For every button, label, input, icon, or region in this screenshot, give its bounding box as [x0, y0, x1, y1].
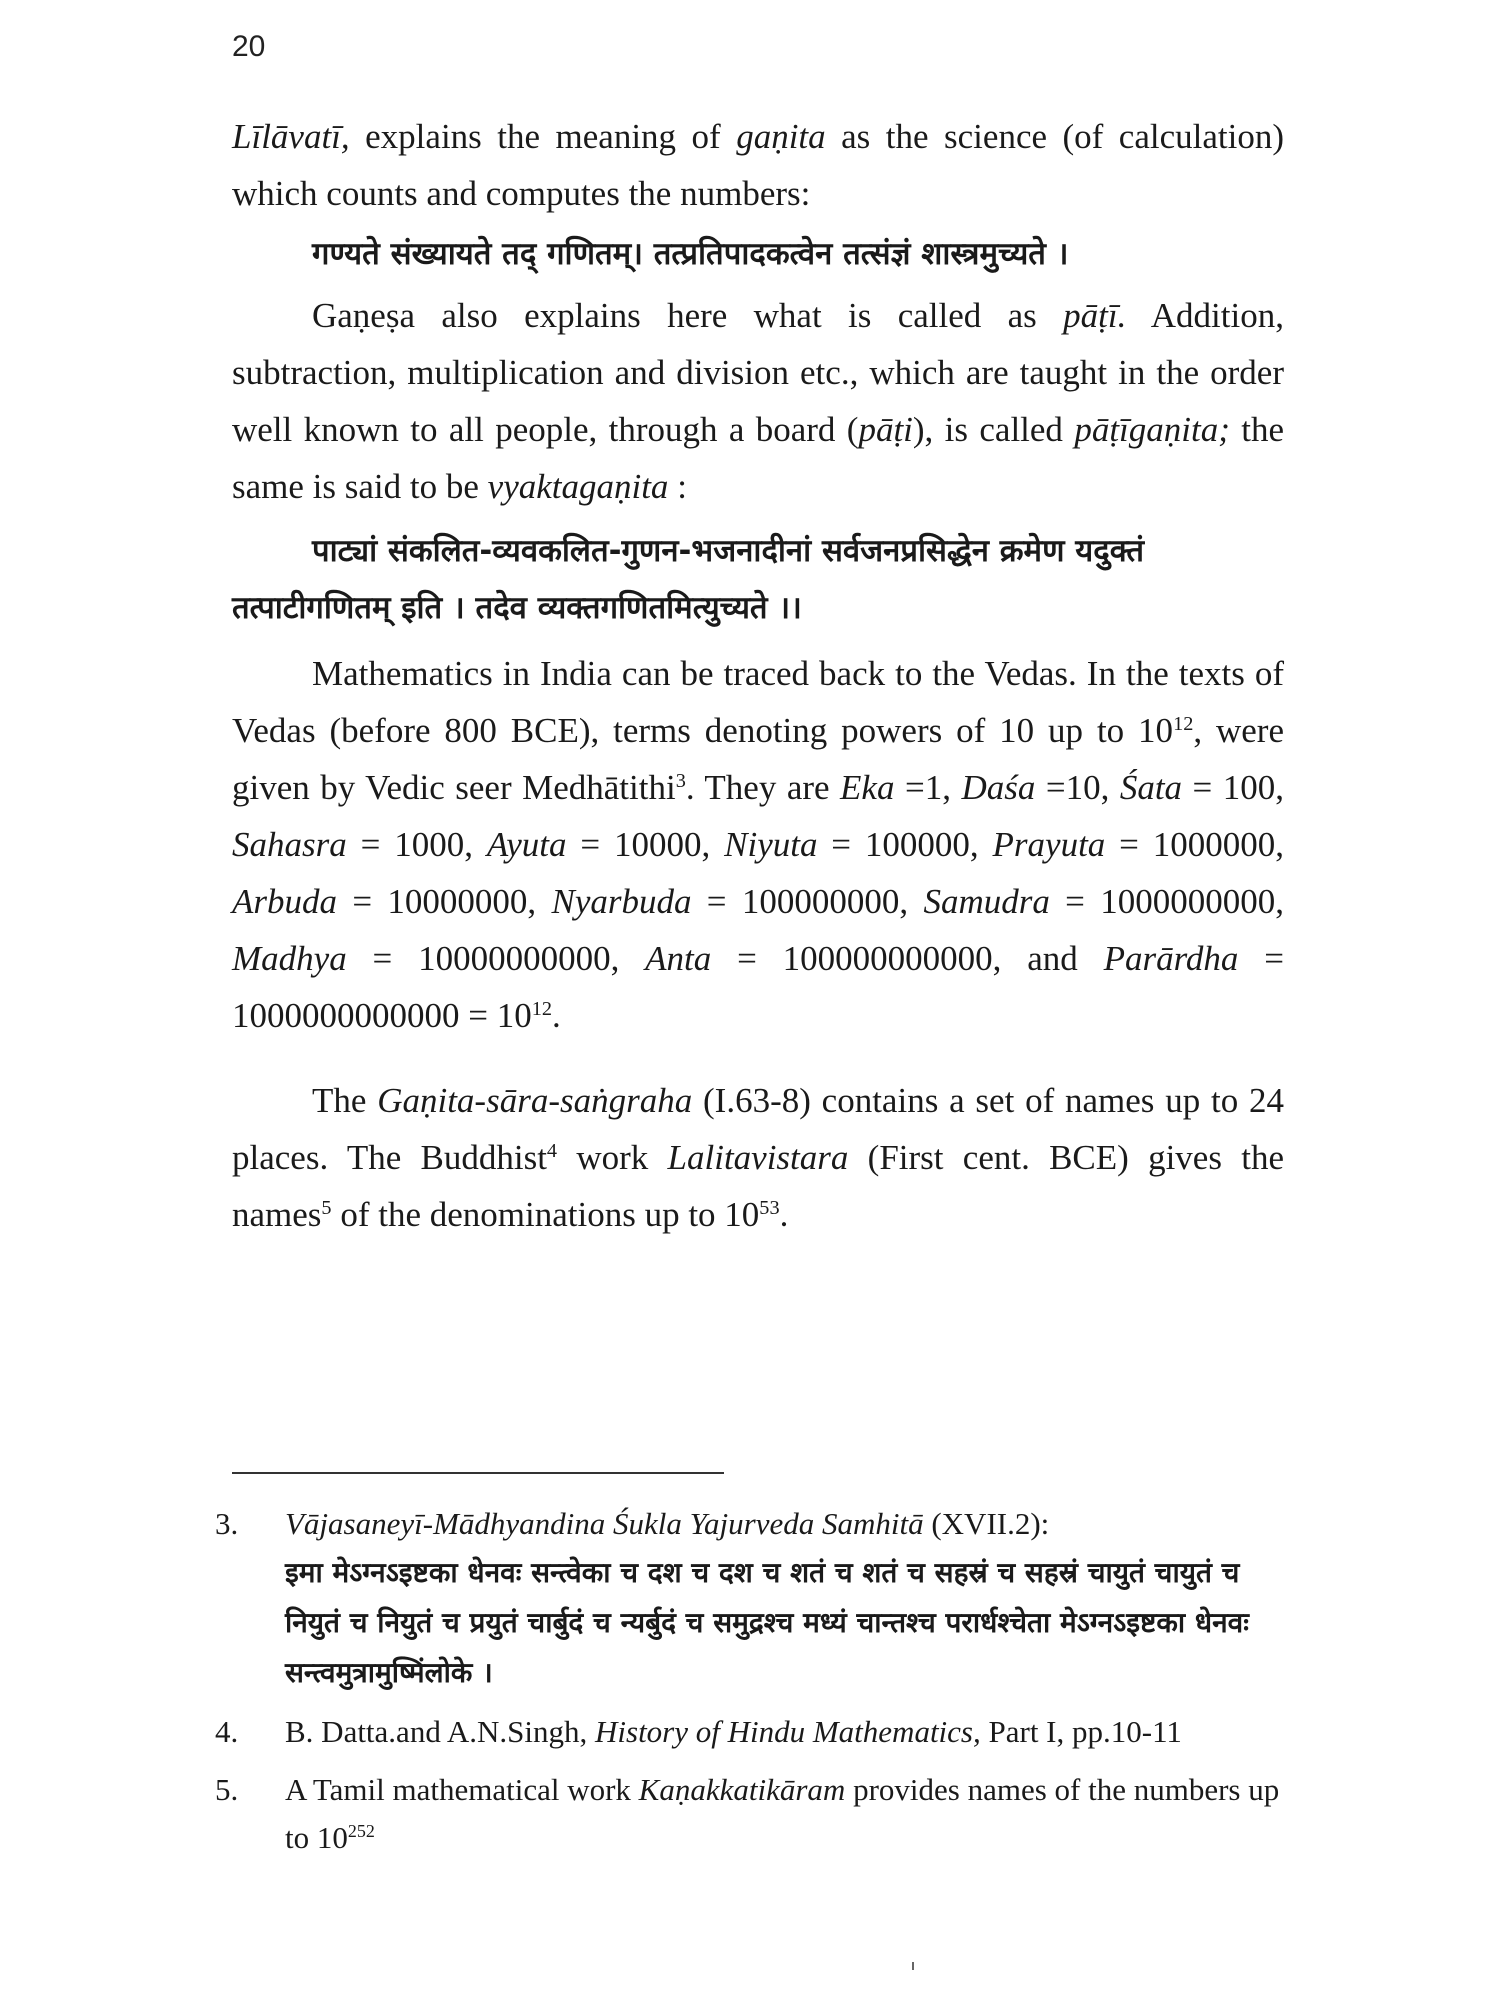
sanskrit-verse-1: गण्यते संख्यायते तद् गणितम्। तत्प्रतिपादकत्वेन तत्संज्ञं शास्त्रमुच्यते । [312, 236, 1069, 272]
value-anta: = 100000000000, and [711, 939, 1104, 978]
term-samudra: Samudra [923, 882, 1050, 921]
text-span: A Tamil mathematical work [285, 1772, 639, 1807]
term-prayuta: Prayuta [992, 825, 1106, 864]
paragraph-vedas [232, 645, 1284, 1044]
text-span: . They are [685, 768, 841, 807]
page-number: 20 [232, 30, 266, 63]
footnote-number: 5. [215, 1772, 239, 1807]
term-madhya: Madhya [232, 939, 347, 978]
footnote-number: 3. [215, 1506, 239, 1541]
text-span: (First cent. BCE) gives the names [232, 1138, 1284, 1234]
paragraph-ganesa [232, 287, 1284, 515]
sanskrit-verse-2 [232, 523, 1284, 637]
term-sahasra: Sahasra [232, 825, 347, 864]
term-patiganita: pāṭīgaṇita; [1074, 410, 1230, 449]
text-span: : [668, 467, 687, 506]
text-span: . [779, 1195, 789, 1234]
footnote-ref-5: 5 [321, 1196, 332, 1219]
text-span: B. Datta.and A.N.Singh, [285, 1714, 595, 1749]
value-prayuta: = 1000000, [1105, 825, 1285, 864]
value-sata: = 100, [1182, 768, 1285, 807]
superscript: 252 [347, 1821, 375, 1842]
footnote-3-ref: (XVII.2): [923, 1506, 1050, 1541]
paragraph-lilavati [232, 108, 1284, 222]
text-span: Part I, pp.10-11 [980, 1714, 1182, 1749]
text-span: The [312, 1081, 378, 1120]
superscript: 12 [1173, 712, 1194, 735]
footnotes [215, 1500, 1285, 1872]
superscript: 53 [759, 1196, 780, 1219]
term-eka: Eka [840, 768, 895, 807]
value-madhya: = 10000000000, [346, 939, 646, 978]
scan-mark [912, 1962, 914, 1970]
value-dasa: =10, [1035, 768, 1120, 807]
text-span: ), is called [912, 410, 1075, 449]
term-ganita-sara-sangraha: Gaṇita-sāra-saṅgraha [377, 1081, 693, 1120]
footnote-4-title: History of Hindu Mathematics, [595, 1714, 981, 1749]
value-ayuta: = 10000, [566, 825, 725, 864]
term-arbuda: Arbuda [232, 882, 337, 921]
text-span: , were given by Vedic seer Medhātithi [232, 711, 1284, 807]
value-sahasra: = 1000, [346, 825, 487, 864]
footnote-divider [232, 1472, 724, 1474]
footnote-body [285, 1766, 1285, 1862]
footnote-3-sanskrit: इमा मेऽग्नऽइष्टका धेनवः सन्त्वेका च दश च दश च शतं च शतं च सहस्रं च सहस्रं चायुतं चायुतं च नियुतं च नियुतं च प्रयुतं चार्बुदं च न्यर्बुदं च समुद्रश्च मध्यं चान्तश्च परार्धश्चेता मेऽग्नऽइष्टका धेनवः सन्त्वमुत्रामुष्मिंलोके । [285, 1556, 1249, 1689]
text-span: Mathematics in India can be traced back to the Vedas. In the texts of Vedas (before 800 BCE), terms denoting powers of 10 up to 10 [232, 654, 1284, 750]
text-span: as the science (of calculation) which counts and computes the numbers: [232, 117, 1284, 213]
term-lilavati: Līlāvatī, [232, 117, 350, 156]
value-nyarbuda: = 100000000, [691, 882, 924, 921]
footnote-5 [215, 1766, 1285, 1862]
sanskrit-verse-2-line1: पाट्यां संकलित-व्यवकलित-गुणन-भजनादीनां सर्वजनप्रसिद्धेन क्रमेण यदुक्तं [312, 533, 1145, 569]
text-span: provides names of the numbers up to 10 [285, 1772, 1280, 1855]
term-ayuta: Ayuta [486, 825, 567, 864]
footnote-5-title: Kaṇakkatikāram [638, 1772, 846, 1807]
text-span: of the denominations up to 10 [331, 1195, 760, 1234]
term-ganita: gaṇita [736, 117, 826, 156]
text-span: . [552, 996, 561, 1035]
footnote-3-title: Vājasaneyī-Mādhyandina Śukla Yajurveda Samhitā [285, 1506, 924, 1541]
superscript: 12 [531, 997, 553, 1020]
value-parardha: = 1000000000000 = 10 [232, 939, 1284, 1035]
footnote-ref-3: 3 [675, 769, 686, 792]
text-span: Gaṇeṣa also explains here what is called as [312, 296, 1064, 335]
term-dasa: Daśa [961, 768, 1036, 807]
term-niyuta: Niyuta [724, 825, 818, 864]
term-sata: Śata [1119, 768, 1183, 807]
text-span: explains the meaning of [349, 117, 737, 156]
text-span: the same is said to be [232, 410, 1284, 506]
value-niyuta: = 100000, [817, 825, 993, 864]
term-vyaktaganita: vyaktagaṇita [487, 467, 669, 506]
term-lalitavistara: Lalitavistara [667, 1138, 849, 1177]
footnote-body [285, 1500, 1285, 1698]
footnote-body [285, 1708, 1285, 1756]
term-pati: pāṭī. [1063, 296, 1127, 335]
footnote-number: 4. [215, 1714, 239, 1749]
text-span: Addition, subtraction, multiplication and division etc., which are taught in the order well known to all people, through a board ( [232, 296, 1284, 449]
footnote-4 [215, 1708, 1285, 1756]
sanskrit-verse-2-line2: तत्पाटीगणितम् इति । तदेव व्यक्तगणितमित्युच्यते ।। [232, 590, 802, 626]
term-nyarbuda: Nyarbuda [551, 882, 692, 921]
main-text [232, 108, 1284, 1243]
footnote-3 [215, 1500, 1285, 1698]
value-samudra: = 1000000000, [1049, 882, 1284, 921]
text-span: (I.63-8) contains a set of names up to 24 places. The Buddhist [232, 1081, 1284, 1177]
paragraph-ganita-sara [232, 1072, 1284, 1243]
term-parardha: Parārdha [1103, 939, 1239, 978]
term-pati-board: pāṭi [858, 410, 913, 449]
text-span: work [557, 1138, 668, 1177]
value-arbuda: = 10000000, [337, 882, 552, 921]
footnote-ref-4: 4 [546, 1139, 558, 1162]
term-anta: Anta [645, 939, 712, 978]
value-eka: =1, [894, 768, 962, 807]
